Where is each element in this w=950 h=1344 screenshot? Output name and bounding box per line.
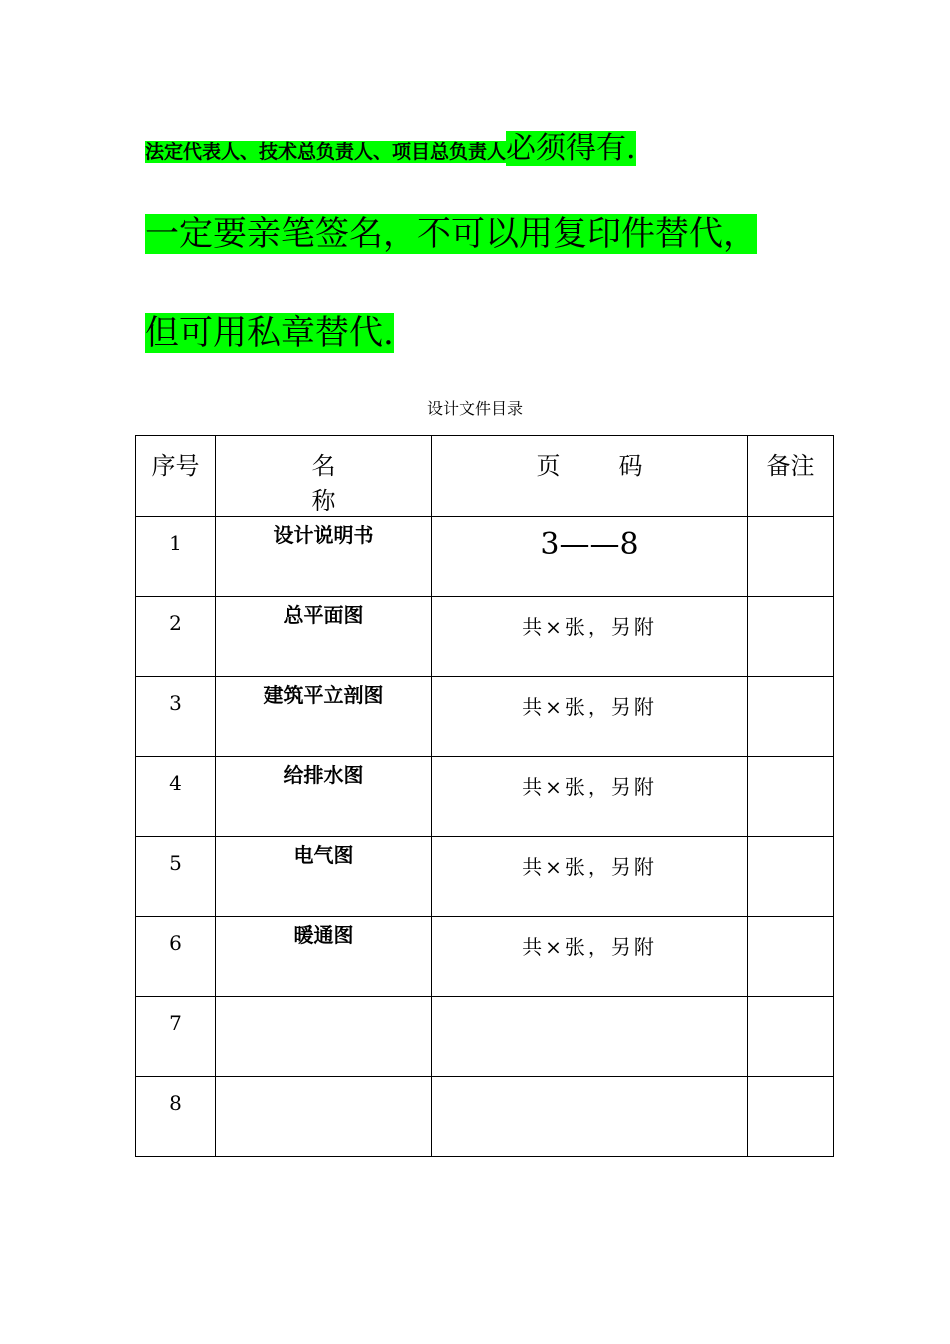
row-name-cell [216,997,432,1077]
row-page-cell [432,997,748,1077]
row-page-cell [432,917,748,997]
row-name-cell [216,757,432,837]
row-name: 电气图 [293,843,354,867]
table-row [136,1077,834,1157]
table-row [136,997,834,1077]
row-index-cell [136,677,216,757]
row-name [216,1077,431,1079]
row-name: 设计说明书 [273,523,374,547]
row-name-cell [216,517,432,597]
row-page: 3——8 [540,527,639,562]
row-name [216,997,431,999]
table-header-row [136,436,834,517]
document-caption: 设计文件目录 [426,399,523,418]
row-index-cell [136,517,216,597]
row-index-cell [136,837,216,917]
row-name-cell [216,837,432,917]
header-index: 序号 [136,436,216,517]
row-note-cell [748,757,834,837]
row-page: 共×张，另附 [522,935,657,959]
header-page: 页码 [432,436,748,517]
row-index: 3 [169,691,182,715]
row-note-cell [748,1077,834,1157]
row-index-cell [136,1077,216,1157]
row-page-cell [432,1077,748,1157]
design-document-table [135,435,834,1157]
notice-signature-text: 一定要亲笔签名，不可以用复印件替代， [145,214,757,254]
table-row [136,597,834,677]
row-index-cell [136,997,216,1077]
row-name-cell [216,677,432,757]
row-name: 建筑平立剖图 [263,683,384,707]
table-row [136,837,834,917]
row-index: 2 [169,611,182,635]
row-name-cell [216,917,432,997]
row-index: 8 [169,1091,182,1115]
row-page [432,1077,747,1091]
row-page: 共×张，另附 [522,615,657,639]
row-note-cell [748,677,834,757]
row-page-cell [432,757,748,837]
row-page-cell [432,597,748,677]
table-row [136,677,834,757]
row-index: 7 [169,1011,182,1035]
header-name: 名称 [216,436,432,517]
row-name-cell [216,597,432,677]
table-row [136,757,834,837]
row-index: 1 [169,531,182,555]
row-index: 6 [169,931,182,955]
notice-line-1 [145,128,636,174]
row-note-cell [748,837,834,917]
notice-signers-text: 法定代表人、技术总负责人、项目总负责人 [145,141,507,163]
row-note-cell [748,517,834,597]
table-row [136,517,834,597]
row-note-cell [748,917,834,997]
notice-line-3 [145,310,394,356]
row-page: 共×张，另附 [522,775,657,799]
row-page-cell [432,677,748,757]
row-index-cell [136,917,216,997]
row-page-cell [432,517,748,597]
table-row [136,917,834,997]
row-index-cell [136,597,216,677]
row-index-cell [136,757,216,837]
row-index: 4 [169,771,182,795]
row-name-cell [216,1077,432,1157]
row-note-cell [748,997,834,1077]
notice-required-text: 必须得有. [506,131,636,166]
row-index: 5 [169,851,182,875]
notice-seal-text: 但可用私章替代. [145,313,394,353]
row-page: 共×张，另附 [522,855,657,879]
row-name: 给排水图 [283,763,364,787]
row-note-cell [748,597,834,677]
notice-line-2 [145,212,757,256]
row-page: 共×张，另附 [522,695,657,719]
row-name: 总平面图 [283,603,364,627]
row-name: 暖通图 [293,923,354,947]
header-note: 备注 [748,436,834,517]
row-page [432,997,747,1011]
row-page-cell [432,837,748,917]
